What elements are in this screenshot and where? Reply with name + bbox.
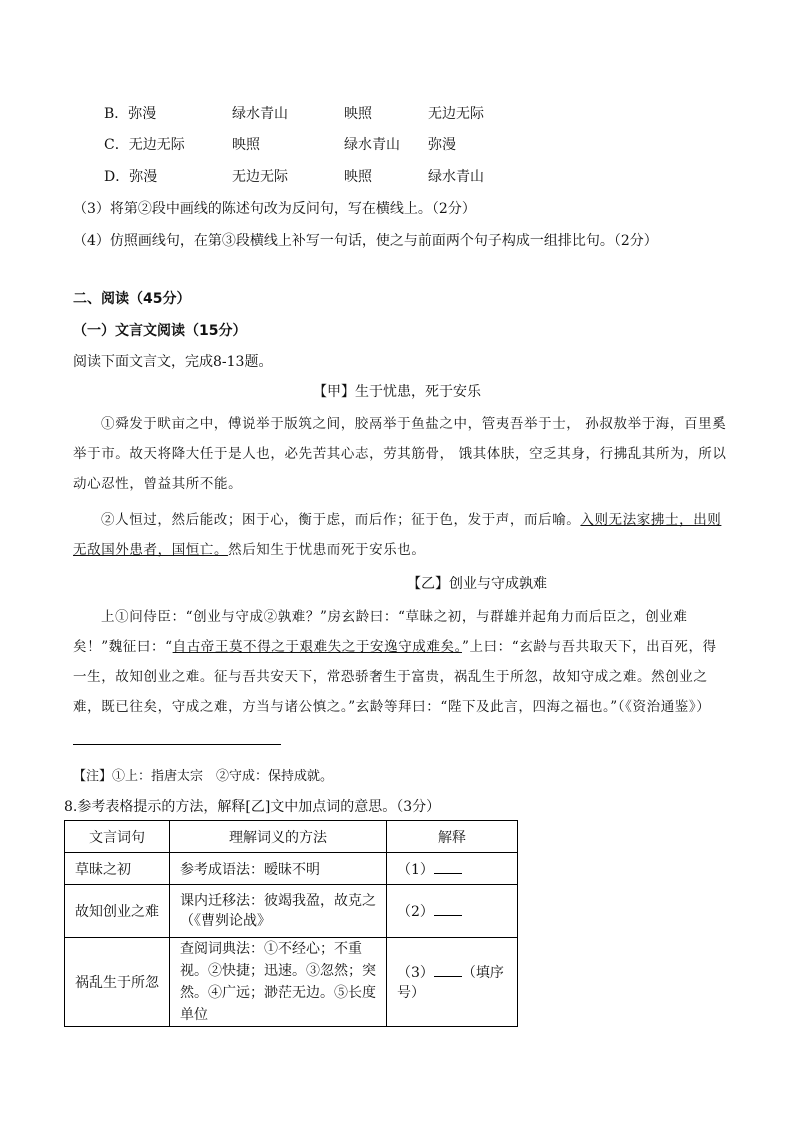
table-cell-answer xyxy=(387,853,518,885)
footnote-divider xyxy=(73,744,281,745)
jia-p2-underlined-sentence: 入则无法家拂士，出则无敌国外患者，国恒亡。 xyxy=(73,512,722,558)
option-b-label: B．弥漫 xyxy=(104,106,157,122)
table-cell-phrase: 故知创业之难 xyxy=(65,885,170,938)
table-cell-method: 查阅词典法：①不经心；不重视。②快捷；迅速。③忽然；突然。④广远；渺茫无边。⑤长度单位 xyxy=(170,938,387,1027)
table-header-method: 理解词义的方法 xyxy=(170,821,387,853)
option-b-col2: 映照 xyxy=(344,106,372,122)
passage-yi-title: 【乙】创业与守成孰难 xyxy=(407,576,547,592)
question-3: （3）将第②段中画线的陈述句改为反问句，写在横线上。（2分） xyxy=(73,201,476,217)
question-8: 8.参考表格提示的方法，解释[乙]文中加点词的意思。（3分） xyxy=(64,799,441,815)
answer-blank[interactable] xyxy=(434,859,462,874)
table-cell-answer xyxy=(387,938,518,1027)
jia-p2-text-b: 然后知生于忧患而死于安乐也。 xyxy=(228,542,426,558)
footnote: 【注】①上：指唐太宗 ②守成：保持成就。 xyxy=(73,769,334,784)
yi-underlined-sentence: 自古帝王莫不得之于艰难失之于安逸守成难矣。 xyxy=(172,639,462,655)
yi-text-a: 上①问侍臣：“创业与守成②孰难？”房玄龄曰：“草昧之初，与群雄并起角力而后臣之，创业难矣！”魏征曰：“ xyxy=(73,609,688,655)
answer-number: （2） xyxy=(397,904,434,920)
answer-number: （3） xyxy=(397,965,434,981)
passage-jia-paragraph-1: ①舜发于畎亩之中，傅说举于版筑之间，胶鬲举于鱼盐之中，管夷吾举于士， 孙叔敖举于海，百里奚举于市。故天将降大任于是人也，必先苦其心志，劳其筋骨， 饿其体肤，空乏其身，行拂乱其所为，所以动心忍性，曾益其所不能。 xyxy=(73,416,727,492)
table-cell-phrase: 草昧之初 xyxy=(65,853,170,885)
answer-number: （1） xyxy=(397,861,434,878)
table-row xyxy=(65,885,518,938)
section-heading-reading: 二、阅读（45分） xyxy=(73,291,191,307)
table-header-phrase: 文言词句 xyxy=(65,821,170,853)
yi-text-b: ”上曰：“玄龄与吾共取天下，出百死，得一生，故知创业之难。征与吾共安天下，常恐骄奢生于富贵，祸乱生于所忽，故知守成之难。然创业之难，既已往矣，守成之难，方当与诸公慎之。”玄龄等拜曰：“陛下及此言，四海之福也。”（《资治通鉴》） xyxy=(73,639,717,715)
option-d-col1: 无边无际 xyxy=(232,169,288,185)
option-b-col3: 无边无际 xyxy=(428,106,484,122)
vocabulary-table xyxy=(64,820,518,1027)
option-d-col3: 绿水青山 xyxy=(428,169,484,185)
subsection-heading-classical: （一）文言文阅读（15分） xyxy=(73,323,247,339)
reading-instruction: 阅读下面文言文，完成8-13题。 xyxy=(73,354,273,370)
option-d-col2: 映照 xyxy=(344,169,372,185)
question-4: （4）仿照画线句，在第③段横线上补写一句话，使之与前面两个句子构成一组排比句。（2分） xyxy=(73,233,658,249)
option-c-col2: 绿水青山 xyxy=(344,137,400,153)
answer-suffix: （填序号） xyxy=(397,965,504,1001)
table-header-answer: 解释 xyxy=(387,821,518,853)
option-b-col1: 绿水青山 xyxy=(232,106,288,122)
table-cell-method: 参考成语法：暧昧不明 xyxy=(170,853,387,885)
table-cell-answer xyxy=(387,885,518,938)
table-row xyxy=(65,853,518,885)
passage-jia-title: 【甲】生于忧患，死于安乐 xyxy=(313,384,481,400)
table-cell-method: 课内迁移法：彼竭我盈，故克之（《曹刿论战》 xyxy=(170,885,387,938)
option-c-label: C．无边无际 xyxy=(104,137,185,153)
table-header-row xyxy=(65,821,518,853)
passage-jia-paragraph-2 xyxy=(73,505,728,565)
answer-blank[interactable] xyxy=(434,901,462,916)
passage-yi-paragraph xyxy=(73,602,728,722)
table-cell-phrase: 祸乱生于所忽 xyxy=(65,938,170,1027)
table-row xyxy=(65,938,518,1027)
option-d-label: D．弥漫 xyxy=(104,169,158,185)
option-c-col1: 映照 xyxy=(232,137,260,153)
option-c-col3: 弥漫 xyxy=(428,137,456,153)
answer-blank[interactable] xyxy=(434,962,462,977)
jia-p2-text-a: ②人恒过，然后能改；困于心，衡于虑，而后作；征于色，发于声，而后喻。 xyxy=(101,512,581,528)
